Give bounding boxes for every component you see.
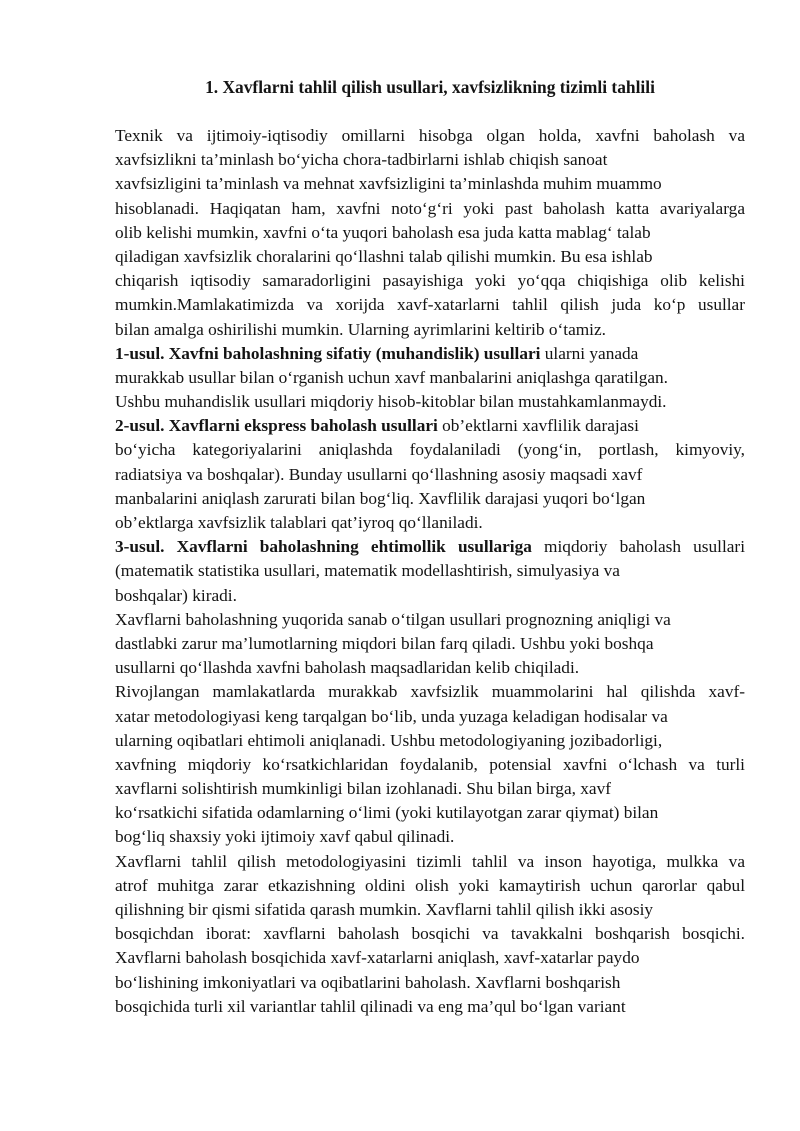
line-text: xavfsizligini ta’minlash va mehnat xavfsizligini ta’minlashda muhim muammo xyxy=(115,174,662,194)
line-text: (matematik statistika usullari, matematik modellashtirish, simulyasiya va xyxy=(115,561,620,581)
line-text: xatar metodologiyasi keng tarqalgan bo‘lib, unda yuzaga keladigan hodisalar va xyxy=(115,706,668,726)
line-text: mumkin.Mamlakatimizda va xorijda xavf-xatarlarni tahlil qilish juda ko‘p usullar xyxy=(115,295,745,315)
line-text: Xavflarni tahlil qilish metodologiyasini tizimli tahlil va inson hayotiga, mulkka va xyxy=(115,851,745,871)
text-line xyxy=(115,753,745,777)
line-text: ularni yanada xyxy=(540,343,639,363)
text-line xyxy=(115,559,745,583)
line-text: hisoblanadi. Haqiqatan ham, xavfni noto‘g‘ri yoki past baholash katta avariyalarga xyxy=(115,198,745,218)
text-line xyxy=(115,705,745,729)
line-text: bog‘liq shaxsiy yoki ijtimoiy xavf qabul qilinadi. xyxy=(115,827,455,847)
line-text: qilishning bir qismi sifatida qarash mumkin. Xavflarni tahlil qilish ikki asosiy xyxy=(115,900,654,919)
line-text: ularning oqibatlari ehtimoli aniqlanadi. Ushbu metodologiyaning jozibadorligi, xyxy=(115,730,663,750)
text-line xyxy=(115,366,745,390)
text-line xyxy=(115,801,745,825)
line-text: radiatsiya va boshqalar). Bunday usullarni qo‘llashning asosiy maqsadi xavf xyxy=(115,464,643,484)
bold-heading: 2-usul. Xavflarni ekspress baholash usullari xyxy=(115,416,438,436)
text-line xyxy=(115,269,745,293)
line-text: xavfning miqdoriy ko‘rsatkichlaridan foydalanib, potensial xavfni o‘lchash va turli xyxy=(115,754,745,774)
line-text: ob’ektlarga xavfsizlik talablari qat’iyroq qo‘llaniladi. xyxy=(115,513,483,532)
line-text: Xavflarni baholash bosqichida xavf-xatarlarni aniqlash, xavf-xatarlar paydo xyxy=(115,948,640,968)
line-text: chiqarish iqtisodiy samaradorligini pasayishiga yoki yo‘qqa chiqishiga olib kelishi xyxy=(115,271,745,291)
line-text: qiladigan xavfsizlik choralarini qo‘llashni talab qilishi mumkin. Bu esa ishlab xyxy=(115,246,653,266)
text-line xyxy=(115,922,745,946)
text-line xyxy=(115,124,745,148)
text-line xyxy=(115,197,745,221)
text-line xyxy=(115,850,745,874)
text-line xyxy=(115,463,745,487)
text-line xyxy=(115,874,745,898)
text-line xyxy=(115,438,745,462)
line-text: bosqichida turli xil variantlar tahlil qilinadi va eng ma’qul bo‘lgan variant xyxy=(115,996,626,1016)
text-line xyxy=(115,608,745,632)
text-line xyxy=(115,487,745,511)
text-line xyxy=(115,584,745,608)
line-text: bo‘lishining imkoniyatlari va oqibatlarini baholash. Xavflarni boshqarish xyxy=(115,972,621,992)
line-text: bo‘yicha kategoriyalarini aniqlashda foydalaniladi (yong‘in, portlash, kimyoviy, xyxy=(115,440,745,460)
text-line xyxy=(115,293,745,317)
text-line xyxy=(115,680,745,704)
text-line xyxy=(115,995,745,1019)
text-line xyxy=(115,898,745,922)
document-title: 1. Xavflarni tahlil qilish usullari, xavfsizlikning tizimli tahlili xyxy=(205,77,655,97)
text-line xyxy=(115,390,745,414)
line-text: xavflarni solishtirish mumkinligi bilan izohlanadi. Shu bilan birga, xavf xyxy=(115,779,611,799)
text-line xyxy=(115,632,745,656)
text-line xyxy=(115,535,745,559)
text-line xyxy=(115,777,745,801)
text-line xyxy=(115,172,745,196)
text-line xyxy=(115,148,745,172)
line-text: manbalarini aniqlash zarurati bilan bog‘liq. Xavflilik darajasi yuqori bo‘lgan xyxy=(115,488,646,508)
text-line xyxy=(115,729,745,753)
line-text: Xavflarni baholashning yuqorida sanab o‘tilgan usullari prognozning aniqligi va xyxy=(115,609,671,629)
line-text: atrof muhitga zarar etkazishning oldini olish yoki kamaytirish uchun qarorlar qabul xyxy=(115,875,745,895)
text-line xyxy=(115,656,745,680)
text-line xyxy=(115,342,745,366)
bold-heading: 1-usul. Xavfni baholashning sifatiy (muhandislik) usullari xyxy=(115,343,541,363)
line-text: Ushbu muhandislik usullari miqdoriy hisob-kitoblar bilan mustahkamlanmaydi. xyxy=(115,392,667,412)
line-text: bosqichdan iborat: xavflarni baholash bosqichi va tavakkalni boshqarish bosqichi. xyxy=(115,924,745,944)
line-text: miqdoriy baholash usullari xyxy=(531,537,745,557)
text-line xyxy=(115,946,745,970)
line-text: Rivojlangan mamlakatlarda murakkab xavfsizlik muammolarini hal qilishda xavf- xyxy=(115,682,745,702)
line-text: usullarni qo‘llashda xavfni baholash maqsadlaridan kelib chiqiladi. xyxy=(115,658,580,678)
line-text: bilan amalga oshirilishi mumkin. Ularning ayrimlarini keltirib o‘tamiz. xyxy=(115,319,606,339)
text-line xyxy=(115,221,745,245)
line-text: Texnik va ijtimoiy-iqtisodiy omillarni hisobga olgan holda, xavfni baholash va xyxy=(115,126,745,145)
text-line xyxy=(115,825,745,849)
document-body xyxy=(115,124,745,1019)
bold-heading: 3-usul. Xavflarni baholashning ehtimollik usullariga xyxy=(115,537,532,557)
line-text: olib kelishi mumkin, xavfni o‘ta yuqori baholash esa juda katta mablag‘ talab xyxy=(115,222,651,242)
line-text: murakkab usullar bilan o‘rganish uchun xavf manbalarini aniqlashga qaratilgan. xyxy=(115,367,668,387)
line-text: dastlabki zarur ma’lumotlarning miqdori bilan farq qiladi. Ushbu yoki boshqa xyxy=(115,633,654,653)
text-line xyxy=(115,414,745,438)
text-line xyxy=(115,245,745,269)
line-text: ko‘rsatkichi sifatida odamlarning o‘limi (yoki kutilayotgan zarar qiymat) bilan xyxy=(115,803,659,823)
text-line xyxy=(115,318,745,342)
line-text: xavfsizlikni ta’minlash bo‘yicha chora-tadbirlarni ishlab chiqish sanoat xyxy=(115,150,608,170)
text-line xyxy=(115,971,745,995)
text-line xyxy=(115,511,745,535)
line-text: ob’ektlarni xavflilik darajasi xyxy=(437,416,639,436)
line-text: boshqalar) kiradi. xyxy=(115,585,237,605)
